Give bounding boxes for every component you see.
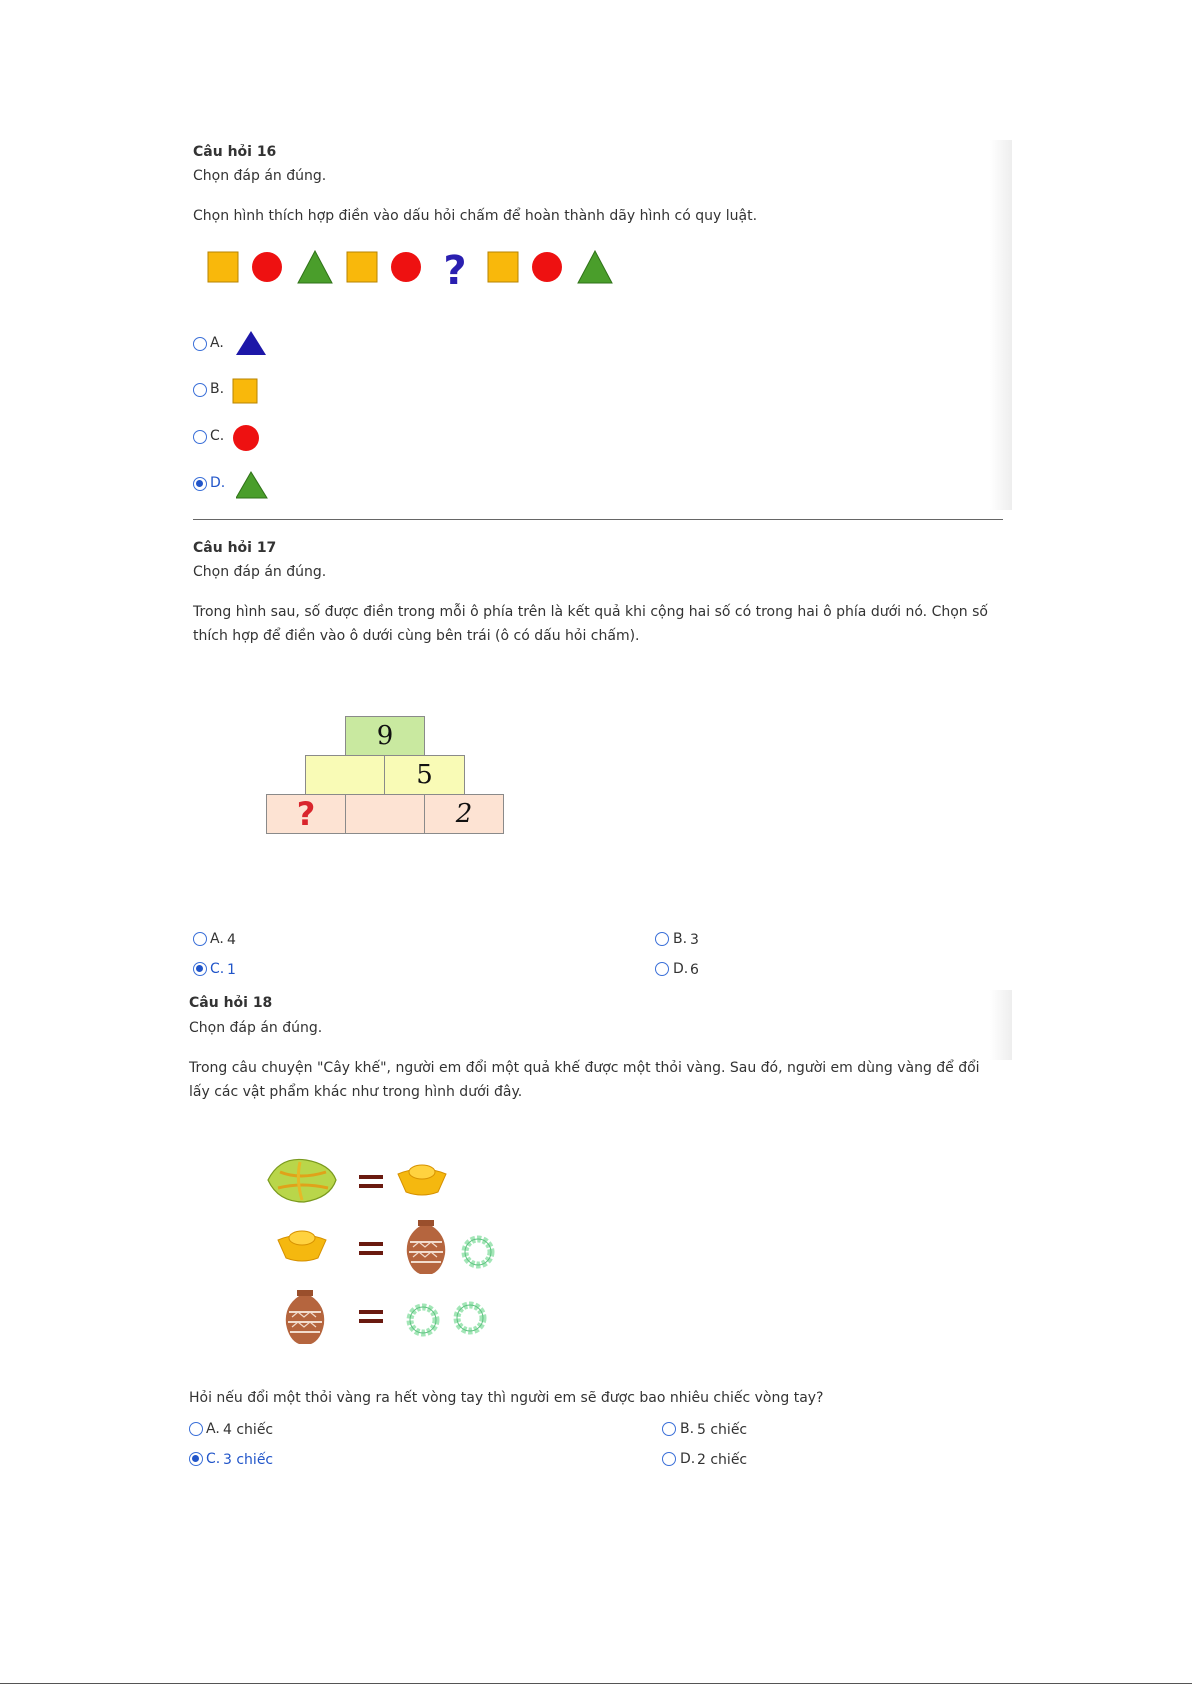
divider xyxy=(193,519,1003,520)
radio-c[interactable] xyxy=(189,1452,203,1466)
pyramid-bottom-left-cell: ? xyxy=(266,794,346,834)
exchange-illustration xyxy=(260,1150,510,1350)
option-label: A. xyxy=(210,335,224,351)
option-label: C. xyxy=(210,428,225,444)
option-value: 1 xyxy=(227,962,236,978)
pyramid-middle-left-cell xyxy=(305,755,385,795)
blue-triangle-icon xyxy=(236,329,268,357)
question-prompt: lấy các vật phẩm khác như trong hình dưới đây. xyxy=(189,1084,523,1100)
option-value: 4 xyxy=(227,932,236,948)
option-value: 2 chiếc xyxy=(697,1452,748,1468)
page-edge-shade xyxy=(990,140,1012,510)
pyramid-bottom-right-cell: 2 xyxy=(424,794,504,834)
yellow-square-icon xyxy=(347,252,377,282)
option-value: 3 chiếc xyxy=(223,1452,274,1468)
bracelet-icon xyxy=(457,1305,483,1331)
clay-vase-icon xyxy=(286,1290,324,1344)
question-title: Câu hỏi 16 xyxy=(193,144,277,160)
option-label: D. xyxy=(680,1451,696,1467)
option-label: B. xyxy=(673,931,688,947)
option-label: A. xyxy=(210,931,224,947)
radio-b[interactable] xyxy=(655,932,669,946)
question-instruction: Chọn đáp án đúng. xyxy=(193,564,327,580)
equals-sign-icon xyxy=(359,1310,383,1323)
radio-d[interactable] xyxy=(193,477,207,491)
radio-a[interactable] xyxy=(193,932,207,946)
question-prompt: Trong hình sau, số được điền trong mỗi ô phía trên là kết quả khi cộng hai số có trong hai ô phía dưới nó. Chọn số xyxy=(193,604,988,620)
option-value: 4 chiếc xyxy=(223,1422,274,1438)
radio-d[interactable] xyxy=(655,962,669,976)
radio-b[interactable] xyxy=(193,383,207,397)
question-instruction: Chọn đáp án đúng. xyxy=(193,168,327,184)
option-label: D. xyxy=(210,475,226,491)
question-prompt: thích hợp để điền vào ô dưới cùng bên trái (ô có dấu hỏi chấm). xyxy=(193,628,640,644)
pyramid-bottom-middle-cell xyxy=(345,794,425,834)
radio-d[interactable] xyxy=(662,1452,676,1466)
page-edge-shade xyxy=(990,990,1012,1060)
option-label: C. xyxy=(210,961,225,977)
question-prompt: Trong câu chuyện "Cây khế", người em đổi một quả khế được một thỏi vàng. Sau đó, người em dùng vàng để đổi xyxy=(189,1060,980,1076)
red-circle-icon xyxy=(532,252,562,282)
green-triangle-icon xyxy=(236,470,268,500)
gold-ingot-icon xyxy=(398,1165,446,1195)
pyramid-top-cell: 9 xyxy=(345,716,425,756)
green-triangle-icon xyxy=(298,251,332,283)
yellow-square-icon xyxy=(488,252,518,282)
radio-a[interactable] xyxy=(193,337,207,351)
option-value: 5 chiếc xyxy=(697,1422,748,1438)
bracelet-icon xyxy=(410,1307,436,1333)
page-bottom-edge xyxy=(0,1683,1192,1684)
option-label: C. xyxy=(206,1451,221,1467)
clay-vase-icon xyxy=(407,1220,445,1274)
question-title: Câu hỏi 18 xyxy=(189,995,273,1011)
question-text: Hỏi nếu đổi một thỏi vàng ra hết vòng tay thì người em sẽ được bao nhiêu chiếc vòng tay? xyxy=(189,1390,824,1406)
question-mark-icon: ? xyxy=(443,248,467,288)
gold-ingot-icon xyxy=(278,1231,326,1261)
option-label: B. xyxy=(680,1421,695,1437)
question-prompt: Chọn hình thích hợp điền vào dấu hỏi chấm để hoàn thành dãy hình có quy luật. xyxy=(193,208,758,224)
option-value: 6 xyxy=(690,962,699,978)
equals-sign-icon xyxy=(359,1175,383,1188)
question-title: Câu hỏi 17 xyxy=(193,540,277,556)
equals-sign-icon xyxy=(359,1242,383,1255)
red-circle-icon xyxy=(232,424,260,452)
yellow-square-icon xyxy=(208,252,238,282)
green-triangle-icon xyxy=(578,251,612,283)
red-circle-icon xyxy=(252,252,282,282)
radio-c[interactable] xyxy=(193,962,207,976)
option-value: 3 xyxy=(690,932,699,948)
shape-sequence xyxy=(205,248,625,288)
question-instruction: Chọn đáp án đúng. xyxy=(189,1020,323,1036)
red-circle-icon xyxy=(391,252,421,282)
radio-a[interactable] xyxy=(189,1422,203,1436)
yellow-square-icon xyxy=(232,378,258,404)
star-fruit-icon xyxy=(268,1159,336,1202)
bracelet-icon xyxy=(465,1239,491,1265)
pyramid-middle-right-cell: 5 xyxy=(384,755,465,795)
option-label: A. xyxy=(206,1421,220,1437)
shape-sequence-svg xyxy=(205,248,625,288)
option-label: D. xyxy=(673,961,689,977)
radio-c[interactable] xyxy=(193,430,207,444)
option-label: B. xyxy=(210,381,225,397)
radio-b[interactable] xyxy=(662,1422,676,1436)
